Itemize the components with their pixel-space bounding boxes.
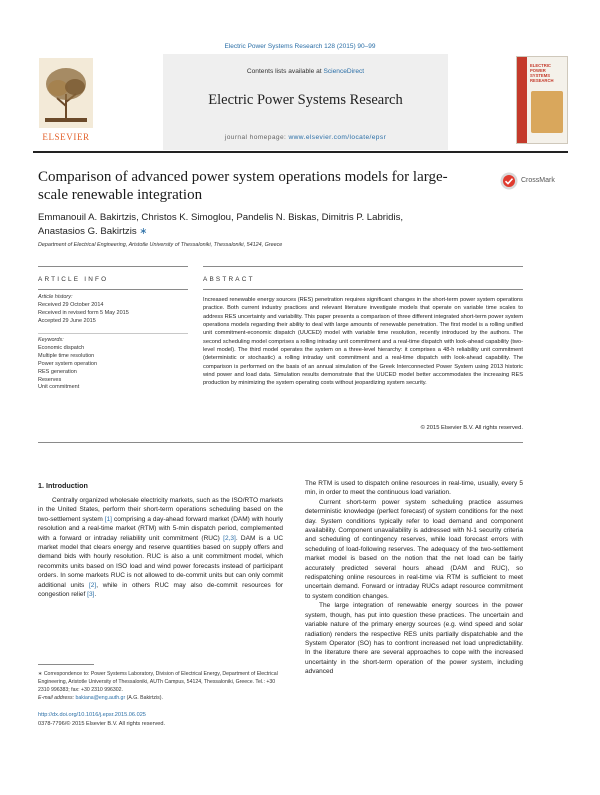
keyword: Economic dispatch (38, 344, 85, 351)
banner-rule (33, 151, 568, 153)
crossmark-icon (500, 172, 518, 190)
history-accepted: Accepted 29 June 2015 (38, 317, 96, 324)
elsevier-tree-logo (33, 54, 99, 138)
text-run: Centrally organized wholesale electricity markets, such as the ISO/RTO markets in the United States, perform their short-term operations scheduling based on the two-settlement system (38, 497, 283, 523)
cover-art (531, 91, 563, 133)
abstract-copyright: © 2015 Elsevier B.V. All rights reserved. (420, 425, 523, 431)
issn-copyright: 0378-7796/© 2015 Elsevier B.V. All rights reserved. (38, 721, 166, 727)
footnote-body (38, 670, 283, 694)
authors-line-1: Emmanouil A. Bakirtzis, Christos K. Simoglou, Pandelis N. Biskas, Dimitris P. Labridis, (38, 212, 404, 223)
journal-homepage-line (163, 134, 448, 141)
contents-available-line (163, 68, 448, 75)
cover-stripe (517, 57, 527, 143)
history-label: Article history: (38, 294, 73, 300)
journal-name: Electric Power Systems Research (208, 92, 403, 108)
intro-right-column (305, 479, 523, 677)
journal-banner-center (163, 54, 448, 150)
crossmark-label: CrossMark (521, 177, 555, 184)
author-list (38, 211, 558, 239)
email-suffix: (A.G. Bakirtzis). (125, 695, 163, 701)
email-link[interactable]: bakiana@eng.auth.gr (75, 695, 126, 701)
footnote-mark: ∗ (38, 671, 43, 677)
intro-paragraph-2: Current short-term power system scheduling practice assumes deterministic knowledge (perfect forecast) of system conditions for the next day. System conditions typically refer to load demand and component availability. Component unavailability is addressed with N-1 security criteria and scheduling of contingency reserves, while load forecast errors with scheduling of load-following reserves. The adequacy of the two-settlement market model is based on the notion that the net load can be fairly accurately predicted several hours ahead (DAM and RUC), so redispatching online resources in real-time via RTM is sufficient to meet uncertain demand. Forward or intraday RUCs adapt resource commitment to system condition changes. (305, 498, 523, 600)
keyword: RES generation (38, 368, 77, 375)
sciencedirect-link[interactable]: ScienceDirect (323, 68, 365, 75)
text-run: comprising a day-ahead forward market (DAM) with hourly resolution and a real-time market (RTM) with 5-min dispatch period, complemented with a forward or intraday reliability unit commitment (RUC) (38, 515, 283, 542)
abstract-rule-top (203, 266, 523, 267)
keyword: Power system operation (38, 360, 97, 367)
intro-paragraph-continued: The RTM is used to dispatch online resources in real-time, usually, every 5 min, in order to meet the continuous load variation. (305, 480, 523, 497)
affiliation: Department of Electrical Engineering, Aristotle University of Thessaloniki, Thessaloniki, 54124, Greece (38, 242, 283, 248)
abstract-rule-bottom (38, 442, 523, 443)
abstract-heading: ABSTRACT (203, 276, 255, 283)
citation-link[interactable]: [3] (87, 591, 95, 599)
author-last[interactable]: Anastasios G. Bakirtzis (38, 226, 137, 237)
text-run: . DAM is a UC market model that clears energy and reserve quantities based on supply offers and demand bids with hourly resolution. RUC is also a unit commitment model, which recommits units based on ISO load and wind power forecasts instead of participant orders. In some markets RUC is not allowed to de-commit units but can only commit additional units (38, 534, 284, 589)
authors-line-2 (38, 225, 558, 239)
journal-homepage-link[interactable]: www.elsevier.com/locate/epsr (288, 134, 387, 141)
homepage-prefix: journal homepage: (224, 134, 289, 141)
elsevier-wordmark: ELSEVIER (42, 132, 90, 142)
article-title: Comparison of advanced power system operations models for large-scale renewable integration (38, 169, 448, 203)
footnote-text: Correspondence to: Power Systems Laboratory, Division of Electrical Energy, Department of Electrical Engineering, Aristotle University of Thessaloniki, AUTh Campus, 54124, Thessaloniki, Greece. Tel.: +30 2310 996383; fax: +30 2310 996302. (38, 671, 278, 693)
info-rule-sep (38, 333, 188, 334)
keywords-label: Keywords: (38, 337, 64, 343)
info-rule-mid (38, 289, 188, 290)
email-label: E-mail address: (38, 695, 76, 701)
keyword: Unit commitment (38, 384, 80, 391)
info-rule-top (38, 266, 188, 267)
citation-link[interactable]: [1] (104, 515, 112, 523)
keyword: Reserves (38, 376, 62, 383)
citation-link[interactable]: [2,3] (223, 534, 236, 542)
intro-paragraph-1 (38, 496, 283, 599)
intro-paragraph-3: The large integration of renewable energy sources in the power system, though, has put into question these practices. The uncertain and variable nature of the primary energy sources (e.g. wind speed and solar radiation) renders the respective RES units partially dispatchable and the System Operator (SO) has to confront increased net load unpredictability. In the literature there are several approaches to cope with the increased uncertainty in the short-term operation of the power system, including advanced (305, 602, 523, 676)
text-run: , while in others RUC may also de-commit resources for congestion relief (38, 581, 284, 599)
contents-prefix: Contents lists available at (246, 68, 324, 75)
footnote-rule (38, 664, 94, 665)
keywords-block (38, 337, 178, 392)
footnote-email-line (38, 694, 283, 702)
doi-link[interactable]: http://dx.doi.org/10.1016/j.epsr.2015.06.025 (38, 712, 146, 718)
citation-link[interactable]: [2] (88, 581, 97, 589)
history-received: Received 29 October 2014 (38, 301, 104, 308)
article-info-heading: ARTICLE INFO (38, 276, 109, 283)
history-revised: Received in revised form 5 May 2015 (38, 309, 129, 316)
journal-citation[interactable]: Electric Power Systems Research 128 (2015) 90–99 (224, 43, 376, 50)
correspondence-footnote (38, 670, 283, 702)
journal-banner (33, 54, 568, 150)
section-heading-introduction: 1. Introduction (38, 481, 88, 490)
crossmark-badge[interactable] (500, 172, 560, 192)
abstract-text: Increased renewable energy sources (RES) penetration requires significant changes in the short-term power system operations practice. Both current industry practices and relevant literature investigate models that operate on variable time scales to address RES uncertainty and variability. This paper presents a comparison of three different integrated short-term power system operations models regarding their ability to deal with large amounts of renewable penetration. The first model is a rolling unified unit commitment-economic dispatch (UUCED) model with variable time resolution, recently introduced by the authors. The second scheduling model comprises a rolling intraday unit commitment and a real-time dispatch with look-ahead capability (two-level model). The third model operates the system on a three-level hierarchy: it comprises a 48-h reliability unit commitment (deterministic or stochastic) a rolling intraday unit commitment and a real-time dispatch with look-ahead capability. The comparison is performed on the basis of an annual simulation of the Greek Interconnected Power System using 2013 historic wind power and load data. Simulation results demonstrate that the UUCED model better accommodates the increasing RES production by minimizing the system operating costs without jeopardizing system security. (203, 297, 523, 387)
corresponding-author-mark[interactable]: ∗ (139, 226, 148, 237)
keyword: Multiple time resolution (38, 352, 95, 359)
cover-title: ELECTRIC POWER SYSTEMS RESEARCH (530, 63, 554, 84)
article-history (38, 294, 178, 326)
journal-cover-thumbnail (516, 56, 568, 144)
intro-left-column (38, 496, 283, 599)
text-run: . (94, 591, 97, 599)
abstract-rule-mid (203, 289, 523, 290)
